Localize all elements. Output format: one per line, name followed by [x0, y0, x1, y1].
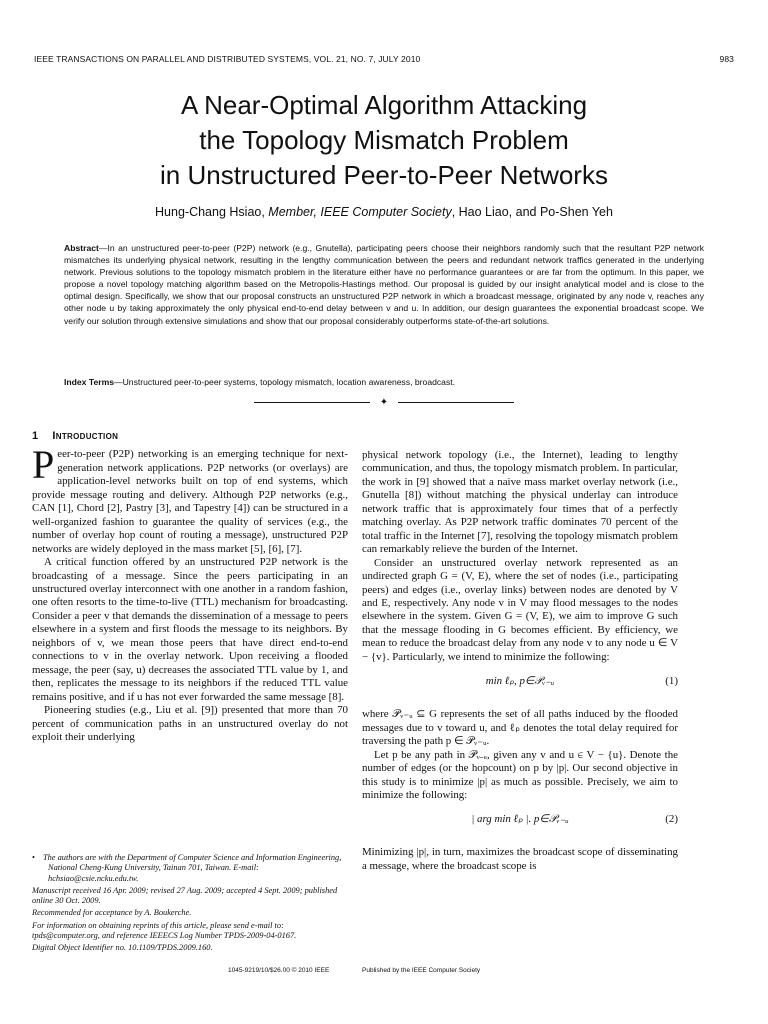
index-terms: [64, 376, 704, 388]
equation-2: [362, 810, 678, 836]
section-number: 1: [32, 430, 39, 442]
index-terms-text: —Unstructured peer-to-peer systems, topology mismatch, location awareness, broadcast.: [114, 377, 456, 387]
title-line-3: in Unstructured Peer-to-Peer Networks: [160, 160, 608, 190]
footnote-doi: Digital Object Identifier no. 10.1109/TPDS.2009.160.: [32, 943, 213, 953]
journal-info: IEEE TRANSACTIONS ON PARALLEL AND DISTRIBUTED SYSTEMS, VOL. 21, NO. 7, JULY 2010: [34, 54, 421, 64]
section-divider: [254, 397, 514, 409]
divider-line-left: [254, 402, 370, 403]
abstract-label: Abstract: [64, 243, 99, 253]
bullet-icon: •: [32, 853, 35, 862]
divider-line-right: [398, 402, 514, 403]
affiliation-text: The authors are with the Department of Computer Science and Information Engineering, National Cheng-Kung University, Tainan 701, Taiwan. E-mail: hchsiao@csie.ncku.edu.tw.: [42, 853, 342, 883]
publisher-line: Published by the IEEE Computer Society: [362, 967, 481, 974]
abstract: [64, 242, 704, 327]
diamond-ornament-icon: ✦: [379, 397, 389, 408]
author-names-2: , Hao Liao, and Po-Shen Yeh: [451, 205, 613, 219]
left-column: [32, 430, 348, 744]
equation-1-number: (1): [665, 675, 678, 688]
title-line-2: the Topology Mismatch Problem: [199, 125, 569, 155]
index-terms-label: Index Terms: [64, 377, 114, 387]
footnote-block: [32, 853, 350, 954]
right-paragraph-1: physical network topology (i.e., the Internet), leading to lengthy communication, and thus, the topology mismatch problem. In particular, the work in [9] showed that a naive mass market overlay network (i.e., Gnutella [8]) without matching the physical underlay can introduce network traffic that is approximately four times that of a perfectly matching overlay. As P2P network traffic dominates 70 percent of the total traffic in the Internet [7], resolving the topology mismatch problem can remarkably relieve the burden of the Internet.: [362, 449, 678, 556]
footnote-reprints: For information on obtaining reprints of this article, please send e-mail to: tpds@computer.org, and reference IEEECS Log Number TPDS-2009-04-0167.: [32, 920, 297, 941]
right-paragraph-2: Consider an unstructured overlay network represented as an undirected graph G = (V, E), where the set of nodes (i.e., participating peers) and edges (i.e., overlay links) between nodes are denoted by V and E, respectively. Any node v in V may flood messages to the nodes elsewhere in the system. Given G = (V, E), we aim to improve G such that the message flooding in G becomes efficient. By efficiency, we mean to reduce the broadcast delay from any node v to any node u ∈ V − {v}. Particularly, we intend to minimize the following:: [362, 556, 678, 663]
page-number: 983: [719, 54, 734, 64]
footnote-received: Manuscript received 16 Apr. 2009; revised 27 Aug. 2009; accepted 4 Sept. 2009; published online 30 Oct. 2009.: [32, 885, 338, 906]
footnote-affiliation: [32, 853, 350, 884]
right-paragraph-3: where 𝒫ᵥ₋ᵤ ⊆ G represents the set of all paths induced by the flooded messages due to v toward u, and ℓₚ denotes the total delay required for traversing the path p ∈ 𝒫ᵥ₋ᵤ.: [362, 708, 678, 748]
paper-title: [34, 88, 734, 193]
equation-1-body: min ℓₚ, p∈𝒫ᵥ₋ᵤ: [485, 675, 555, 688]
right-paragraph-5: Minimizing |p|, in turn, maximizes the broadcast scope of disseminating a message, where the broadcast scope is: [362, 846, 678, 872]
equation-2-body: | arg min ℓₚ |. p∈𝒫ᵥ₋ᵤ: [471, 813, 569, 826]
intro-paragraph-3: Pioneering studies (e.g., Liu et al. [9]) presented that more than 70 percent of communication paths in an unstructured overlay do not exploit their underlying: [32, 704, 348, 743]
title-line-1: A Near-Optimal Algorithm Attacking: [180, 90, 588, 120]
author-line: [34, 205, 734, 219]
abstract-text: —In an unstructured peer-to-peer (P2P) network (e.g., Gnutella), participating peers choose their neighbors randomly such that the resultant P2P network mismatches its underlying physical network, resulting in the lengthy communication between the peers and redundant network traffics generated in the underlying network. Previous solutions to the topology mismatch problem in the literature either have no performance guarantees or are far from the optimum. In this paper, we propose a novel topology matching algorithm based on the Metropolis-Hastings method. Our proposal is guided by our insight analytical model and is close to the optimal design. Specifically, we show that our proposal constructs an unstructured P2P network in which a broadcast message, originated by any node v, reaches any other node u by taking approximately the only physical end-to-end delay between v and u. In addition, our design guarantees the exponential broadcast scope. We verify our solution through extensive simulations and show that our proposal considerably outperforms state-of-the-art solutions.: [64, 243, 704, 326]
section-heading: [32, 430, 348, 443]
right-paragraph-4: Let p be any path in 𝒫ᵥ₋ᵤ, given any v and u ∈ V − {u}. Denote the number of edges (or the hopcount) on p by |p|. Our second objective in this study is to minimize |p| as much as possible. Precisely, we aim to minimize the following:: [362, 748, 678, 801]
drop-cap: P: [32, 442, 55, 488]
intro-paragraph-1-text: eer-to-peer (P2P) networking is an emerging technique for next-generation network applications. P2P networks (or overlays) are application-level networks built on top of end systems, which provide message routing and delivery. Although P2P networks (e.g., CAN [1], Chord [2], Pastry [3], and Tapestry [4]) can be structured in a well-organized fashion to guarantee the quality of services (e.g., the number of overlay hop count of routing a message), unstructured P2P networks are widely deployed in the mass market [5], [6], [7].: [32, 448, 348, 555]
equation-1: [362, 672, 678, 698]
author-names-1: Hung-Chang Hsiao,: [155, 205, 269, 219]
running-header: [34, 54, 734, 64]
author-membership: Member, IEEE Computer Society: [268, 205, 452, 219]
footnote-recommended: Recommended for acceptance by A. Boukerche.: [32, 908, 192, 918]
intro-paragraph-1: [32, 442, 348, 556]
intro-paragraph-2: A critical function offered by an unstructured P2P network is the broadcasting of a message. Since the peers participating in an unstructured overlay interconnect with one another in a random fashion, one often resorts to the time-to-live (TTL) mechanism for broadcasting. Consider a peer v that demands the dissemination of a message to peers elsewhere in a system and first floods the message to its neighbors. By neighbors of v, we mean those peers that have direct end-to-end connections to v in the overlay network. Upon receiving a flooded message, the peer (say, u) decreases the associated TTL value by 1, and then, replicates the message to its neighbors if the reduced TTL value remains positive, and if u has not ever forwarded the same message [8].: [32, 556, 348, 703]
right-column: [362, 449, 678, 873]
section-title: Introduction: [52, 430, 119, 442]
copyright-line: 1045-9219/10/$26.00 © 2010 IEEE: [228, 967, 330, 974]
equation-2-number: (2): [665, 813, 678, 826]
